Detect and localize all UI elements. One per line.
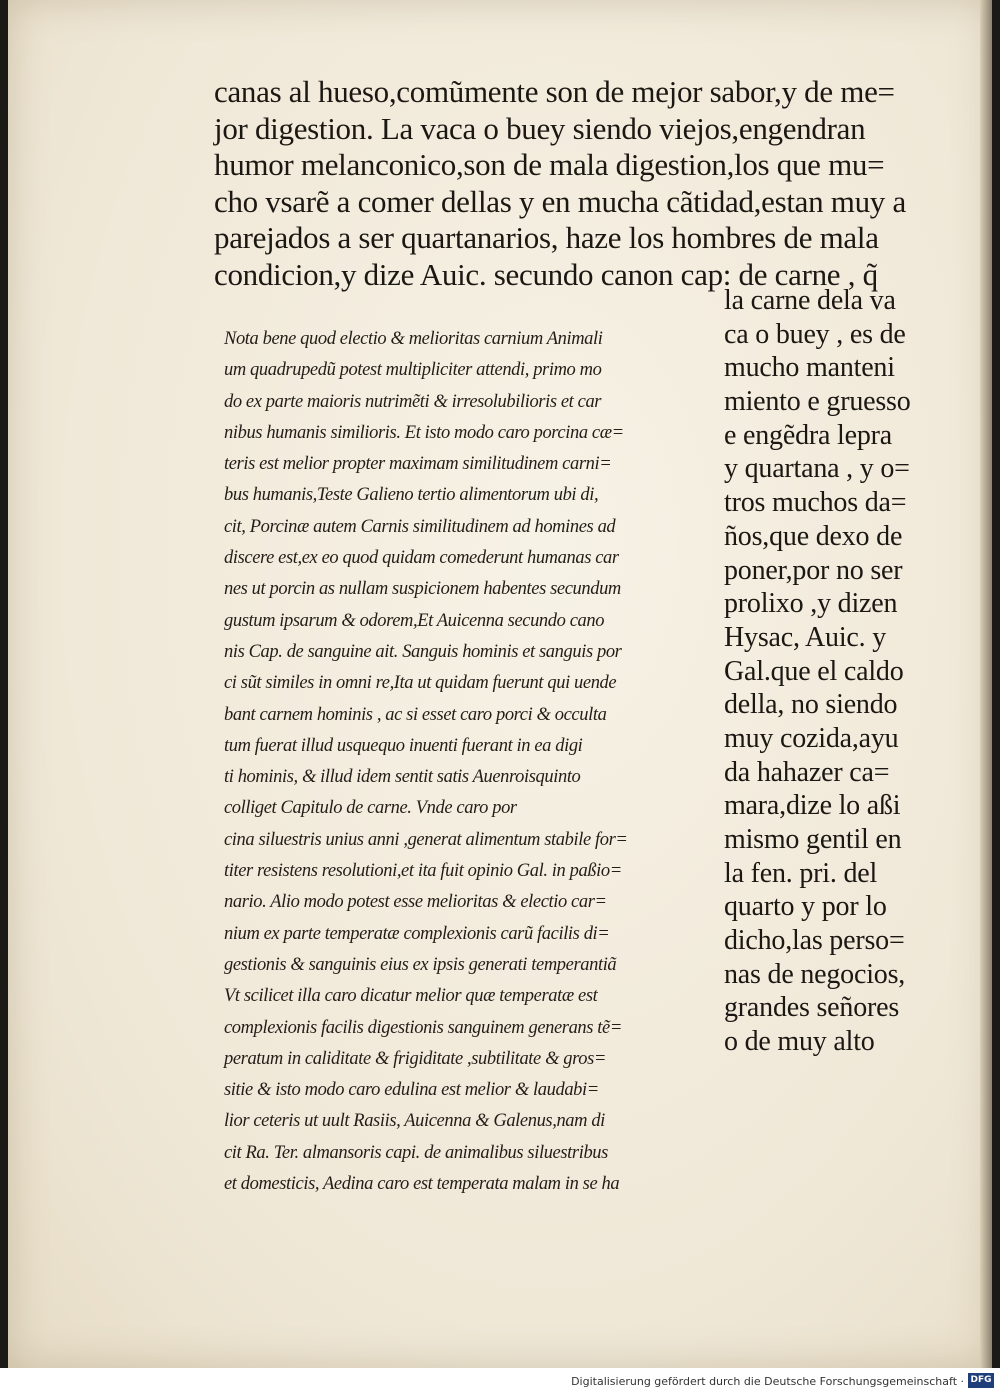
latin-line: ci sũt similes in omni re,Ita ut quidam fuerunt qui uende [224, 673, 617, 694]
latin-line: tum fuerat illud usquequo inuenti fuerant in ea digi [224, 735, 583, 756]
book-page [8, 0, 992, 1368]
side-line: della, no siendo [724, 689, 898, 721]
latin-line: Nota bene quod electio & melioritas carnium Animali [224, 329, 603, 349]
side-line: poner,por no ser [724, 554, 903, 586]
latin-line: discere est,ex eo quod quidam comederunt humanas car [224, 548, 619, 569]
latin-line: colliget Capitulo de carne. Vnde caro por [224, 798, 517, 819]
latin-line: cina siluestris unius anni ,generat alimentum stabile for= [224, 829, 628, 850]
text-line: condicion,y dize Auic. secundo canon cap: de carne , q̃ [214, 256, 878, 292]
side-line: mara,dize lo aßi [724, 790, 901, 822]
latin-line: teris est melior propter maximam similitudinem carni= [224, 454, 612, 475]
side-line: o de muy alto [724, 1026, 875, 1058]
side-line: Gal.que el caldo [724, 655, 904, 687]
latin-line: bus humanis,Teste Galieno tertio alimentorum ubi di, [224, 485, 599, 506]
text-line: jor digestion. La vaca o buey siendo viejos,engendran [214, 110, 866, 146]
side-line: la fen. pri. del [724, 857, 878, 889]
side-line: da hahazer ca= [724, 756, 890, 788]
side-line: grandes señores [724, 992, 900, 1024]
side-line: e engẽdra lepra [724, 419, 892, 451]
text-line: humor melanconico,son de mala digestion,los que mu= [214, 147, 885, 182]
side-line: ca o buey , es de [724, 318, 906, 350]
text-line: cho vsarẽ a comer dellas y en mucha cãtidad,estan muy a [214, 183, 906, 219]
latin-line: nes ut porcin as nullam suspicionem habentes secundum [224, 579, 621, 600]
side-line: miento e gruesso [724, 386, 911, 418]
side-line: Hysac, Auic. y [724, 621, 887, 653]
latin-line: Vt scilicet illa caro dicatur melior quæ temperatæ est [224, 986, 598, 1007]
latin-line: titer resistens resolutioni,et ita fuit opinio Gal. in paßio= [224, 861, 622, 882]
latin-line: cit, Porcinæ autem Carnis similitudinem ad homines ad [224, 516, 616, 537]
side-line: nas de negocios, [724, 958, 906, 990]
latin-line: complexionis facilis digestionis sanguinem generans tẽ= [224, 1017, 622, 1038]
latin-line: nium ex parte temperatæ complexionis carũ facilis di= [224, 923, 610, 944]
latin-line: nibus humanis similioris. Et isto modo caro porcina cæ= [224, 422, 624, 443]
side-line: ños,que dexo de [724, 520, 903, 552]
latin-line: sitie & isto modo caro edulina est melior & laudabi= [224, 1080, 599, 1101]
side-line: mucho manteni [724, 352, 895, 384]
latin-line: peratum in caliditate & frigiditate ,subtilitate & gros= [224, 1048, 606, 1069]
footer-credit: Digitalisierung gefördert durch die Deutsche Forschungsgemeinschaft · [571, 1375, 964, 1388]
dfg-logo-icon: DFG [968, 1373, 994, 1388]
side-line: y quartana , y o= [724, 453, 910, 485]
latin-line: do ex parte maioris nutrimẽti & irresolubilioris et car [224, 391, 602, 412]
latin-line: lior ceteris ut uult Rasiis, Auicenna & Galenus,nam di [224, 1111, 605, 1132]
latin-line: gustum ipsarum & odorem,Et Auicenna secundo cano [224, 610, 605, 631]
latin-line: um quadrupedũ potest multipliciter attendi, primo mo [224, 360, 602, 381]
top-text-block [214, 74, 944, 293]
digitization-footer [0, 1368, 1000, 1394]
side-line: prolixo ,y dizen [724, 588, 898, 620]
latin-line: ti hominis, & illud idem sentit satis Auenroisquinto [224, 767, 581, 788]
latin-line: gestionis & sanguinis eius ex ipsis generati temperantiã [224, 954, 617, 975]
side-line: mismo gentil en [724, 824, 902, 855]
latin-line: nario. Alio modo potest esse melioritas & electio car= [224, 892, 607, 913]
text-line: canas al hueso,comũmente son de mejor sabor,y de me= [214, 74, 895, 109]
latin-line: cit Ra. Ter. almansoris capi. de animalibus siluestribus [224, 1142, 608, 1163]
side-line: quarto y por lo [724, 891, 887, 923]
side-line: tros muchos da= [724, 487, 907, 519]
latin-line: et domesticis, Aedina caro est temperata malam in se ha [224, 1174, 620, 1195]
page-gutter [980, 0, 992, 1368]
text-line: parejados a ser quartanarios, haze los hombres de mala [214, 220, 879, 255]
latin-line: nis Cap. de sanguine ait. Sanguis hominis et sanguis por [224, 641, 622, 662]
side-line: muy cozida,ayu [724, 722, 899, 754]
side-line: dicho,las perso= [724, 925, 905, 957]
side-line: la carne dela va [724, 285, 896, 316]
side-column-block [724, 284, 954, 1059]
latin-commentary-block [224, 324, 714, 1200]
latin-line: bant carnem hominis , ac si esset caro porci & occulta [224, 704, 607, 725]
